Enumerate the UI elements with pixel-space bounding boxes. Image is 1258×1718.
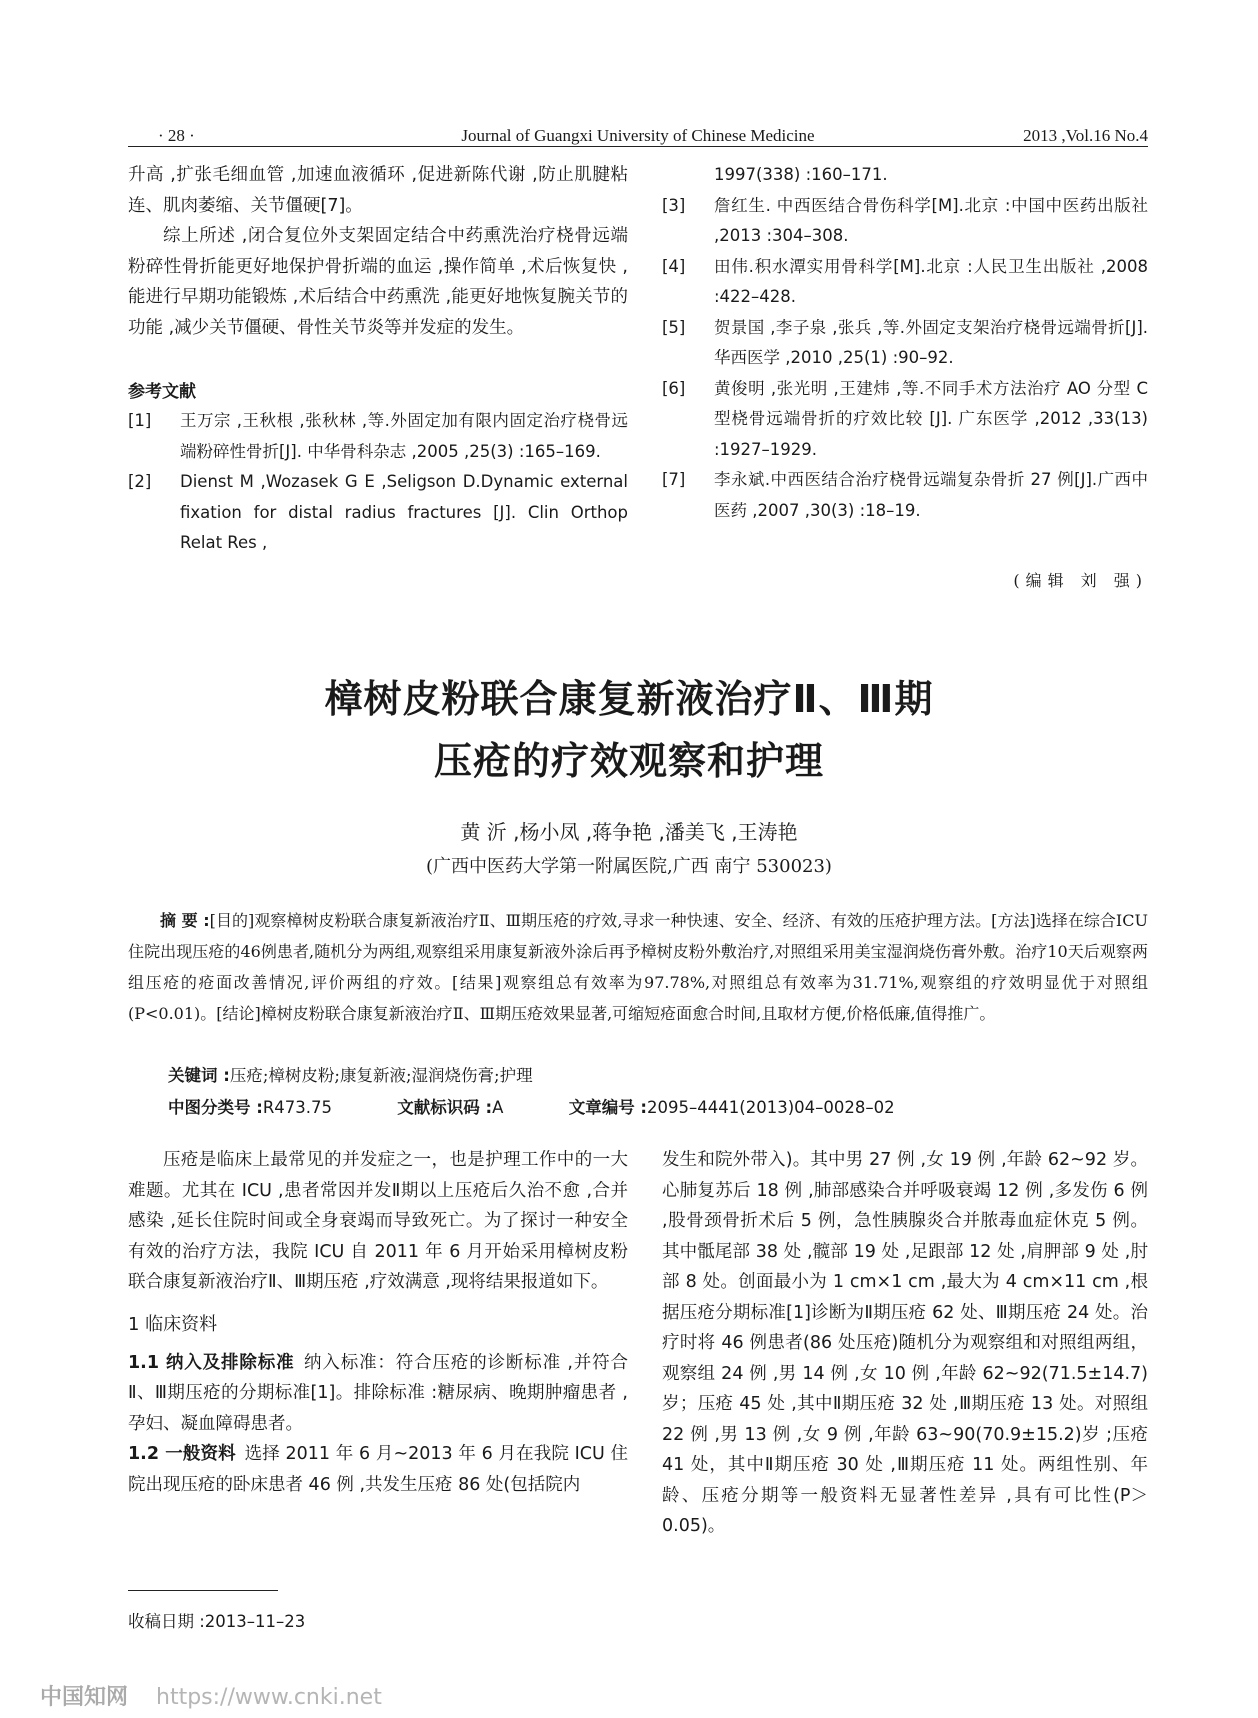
reference-item [128,467,628,559]
article-no-value: 2095–4441(2013)04–0028–02 [647,1098,895,1117]
reference-item [662,374,1148,466]
subsection-label: 1.1 纳入及排除标准 [128,1352,295,1373]
abstract-label: 摘 要 : [160,911,210,930]
prev-article-left-column [128,160,628,559]
reference-item [662,191,1148,252]
reference-text: 田伟.积水潭实用骨科学[M].北京 :人民卫生出版社 ,2008 :422–428. [714,256,1148,306]
reference-item [662,465,1148,526]
reference-number: [3] [662,195,686,215]
doc-code-value: A [492,1098,504,1117]
clc-value: R473.75 [262,1098,333,1117]
volume-issue: 2013 ,Vol.16 No.4 [1023,126,1148,145]
reference-text: 1997(338) :160–171. [714,165,888,184]
reference-number: [1] [128,411,152,430]
body-paragraph: 发生和院外带入)。其中男 27 例 ,女 19 例 ,年龄 62~92 岁。心肺复苏后 18 例 ,肺部感染合并呼吸衰竭 12 例 ,多发伤 6 例 ,股骨颈骨折术后 5 例，急性胰腺炎合并脓毒血症休克 5 例。其中骶尾部 38 处 ,髋部 19 处 ,足跟部 12 处 ,肩胛部 9 处 ,肘部 8 处。创面最小为 1 cm×1 cm ,最大为 4 cm×11 cm ,根据压疮分期标准[1]诊断为Ⅱ期压疮 62 处、Ⅲ期压疮 24 处。治疗时将 46 例患者(86 处压疮)随机分为观察组和对照组两组，观察组 24 例 ,男 14 例 ,女 10 例 ,年龄 62~92(71.5±14.7)岁；压疮 45 处 ,其中Ⅱ期压疮 32 处 ,Ⅲ期压疮 13 处。对照组 22 例 ,男 13 例 ,女 9 例 ,年龄 63~90(70.9±15.2)岁 ;压疮 41 处，其中Ⅱ期压疮 30 处 ,Ⅲ期压疮 11 处。两组性别、年龄、压疮分期等一般资料无显著性差异 ,具有可比性(P＞0.05)。 [662,1150,1148,1536]
prev-paragraph-2: 综上所述 ,闭合复位外支架固定结合中药熏洗治疗桡骨远端粉碎性骨折能更好地保护骨折端的血运 ,操作简单 ,术后恢复快 ,能进行早期功能锻炼 ,术后结合中药熏洗 ,能更好地恢复腕关节的功能 ,减少关节僵硬、骨性关节炎等并发症的发生。 [128,226,628,338]
reference-number: [5] [662,317,686,337]
authors: 黄 沂 ,杨小凤 ,蒋争艳 ,潘美飞 ,王涛艳 [460,820,798,844]
affiliation: (广西中医药大学第一附属医院,广西 南宁 530023) [426,856,832,877]
reference-text: 詹红生. 中西医结合骨伤科学[M].北京 :中国中医药出版社 ,2013 :304–308. [714,195,1148,245]
article-title-line-1: 樟树皮粉联合康复新液治疗Ⅱ、Ⅲ期 [324,677,934,721]
prev-paragraph-1: 升高 ,扩张毛细血管 ,加速血液循环 ,促进新陈代谢 ,防止肌腱粘连、肌肉萎缩、关节僵硬[7]。 [128,165,628,216]
abstract [128,905,1148,1029]
received-date: 收稿日期 :2013–11–23 [128,1612,306,1631]
prev-article-right-column [662,160,1148,526]
subsection-1-1 [128,1348,628,1440]
reference-continuation [662,160,1148,191]
keywords-text: 压疮;樟树皮粉;康复新液;湿润烧伤膏;护理 [229,1066,533,1085]
reference-text: 王万宗 ,王秋根 ,张秋林 ,等.外固定加有限内固定治疗桡骨远端粉碎性骨折[J]. 中华骨科杂志 ,2005 ,25(3) :165–169. [180,411,628,461]
reference-text: 李永斌.中西医结合治疗桡骨远端复杂骨折 27 例[J].广西中医药 ,2007 ,30(3) :18–19. [714,470,1148,520]
reference-text: 贺景国 ,李子泉 ,张兵 ,等.外固定支架治疗桡骨远端骨折[J].华西医学 ,2010 ,25(1) :90–92. [714,317,1148,367]
subsection-text: 选择 2011 年 6 月~2013 年 6 月在我院 ICU 住院出现压疮的卧床患者 46 例 ,共发生压疮 86 处(包括院内 [128,1444,628,1495]
header-rule [128,146,1148,147]
reference-text: 黄俊明 ,张光明 ,王建炜 ,等.不同手术方法治疗 AO 分型 C 型桡骨远端骨折的疗效比较 [J]. 广东医学 ,2012 ,33(13) :1927–1929. [714,378,1148,459]
references-title: 参考文献 [128,382,196,402]
keywords [168,1062,533,1086]
subsection-1-2 [128,1439,628,1500]
cnki-url[interactable]: https://www.cnki.net [156,1685,382,1710]
reference-item [128,406,628,467]
doc-code-label: 文献标识码 : [397,1098,493,1117]
reference-item [662,313,1148,374]
reference-number: [4] [662,256,686,276]
reference-number: [7] [662,470,686,489]
reference-text: Dienst M ,Wozasek G E ,Seligson D.Dynamic external fixation for distal radius fractures [J]. Clin Orthop Relat Res , [180,472,628,552]
page-number: · 28 · [158,126,195,145]
keywords-label: 关键词 : [168,1066,230,1085]
editor-credit: (编辑 刘 强) [1013,571,1148,590]
body-right-column [662,1145,1148,1542]
cnki-logo: 中国知网 [40,1685,129,1710]
clc-label: 中图分类号 : [168,1098,263,1117]
reference-item [662,252,1148,313]
footnote-rule [128,1590,278,1591]
journal-name: Journal of Guangxi University of Chinese Medicine [461,126,815,145]
body-left-column [128,1145,628,1500]
classification-line [168,1094,1148,1118]
article-no-label: 文章编号 : [568,1098,648,1117]
intro-paragraph: 压疮是临床上最常见的并发症之一，也是护理工作中的一大难题。尤其在 ICU ,患者常因并发Ⅱ期以上压疮后久治不愈 ,合并感染 ,延长住院时间或全身衰竭而导致死亡。为了探讨一种安全有效的治疗方法，我院 ICU 自 2011 年 6 月开始采用樟树皮粉联合康复新液治疗Ⅱ、Ⅲ期压疮 ,疗效满意 ,现将结果报道如下。 [128,1150,628,1292]
reference-number: [6] [662,378,686,398]
reference-number: [2] [128,472,152,491]
subsection-text: 纳入标准：符合压疮的诊断标准 ,并符合Ⅱ、Ⅲ期压疮的分期标准[1]。排除标准 :糖尿病、晚期肿瘤患者 ,孕妇、凝血障碍患者。 [128,1352,629,1434]
article-title-line-2: 压疮的疗效观察和护理 [433,739,824,783]
cnki-watermark [40,1680,382,1711]
section-heading: 1 临床资料 [128,1313,218,1335]
subsection-label: 1.2 一般资料 [128,1444,236,1464]
abstract-text: [目的]观察樟树皮粉联合康复新液治疗Ⅱ、Ⅲ期压疮的疗效,寻求一种快速、安全、经济、有效的压疮护理方法。[方法]选择在综合ICU住院出现压疮的46例患者,随机分为两组,观察组采用康复新液外涂后再予樟树皮粉外敷治疗,对照组采用美宝湿润烧伤膏外敷。治疗10天后观察两组压疮的疮面改善情况,评价两组的疗效。[结果]观察组总有效率为97.78%,对照组总有效率为31.71%,观察组的疗效明显优于对照组(P<0.01)。[结论]樟树皮粉联合康复新液治疗Ⅱ、Ⅲ期压疮效果显著,可缩短疮面愈合时间,且取材方便,价格低廉,值得推广。 [128,911,1148,1023]
